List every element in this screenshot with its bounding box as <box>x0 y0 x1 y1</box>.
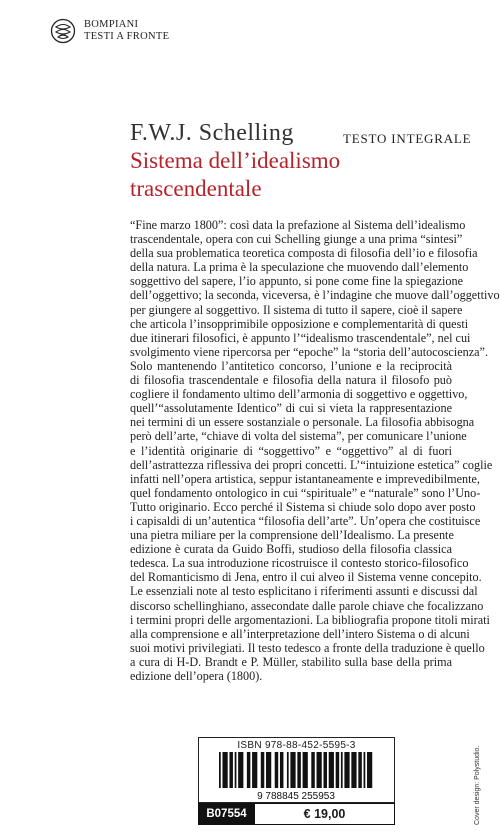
blurb-line: due itinerari filosofici, è appunto l’“idealismo trascendentale”, nel cui <box>130 330 471 345</box>
back-cover-blurb <box>130 218 500 683</box>
barcode-bar <box>275 752 278 788</box>
barcode-bar <box>261 752 264 788</box>
blurb-line: infatti nell’opera artistica, seppur istantaneamente e imprevedibilmente, <box>130 471 480 486</box>
blurb-line: a cura di H-D. Brandt e P. Müller, stabilito sulla base della prima <box>130 654 452 669</box>
product-code: B07554 <box>198 803 255 825</box>
barcode-bar <box>367 752 372 788</box>
barcode <box>207 752 386 800</box>
blurb-line: però dell’arte, “chiave di volta del sistema”, per comunicare l’unione <box>130 429 467 444</box>
blurb-line: svolgimento viene ripercorsa per “epoche” la “storia dell’autocoscienza”. <box>130 344 489 359</box>
barcode-bar <box>247 752 250 788</box>
blurb-line: e l’identità originarie di “soggettivo” e “oggettivo” al di fuori <box>130 443 452 458</box>
blurb-line: una pietra miliare per la comprensione dell’Idealismo. La presente <box>130 528 454 543</box>
barcode-bar <box>290 752 295 788</box>
barcode-bar <box>317 752 322 788</box>
barcode-box <box>198 737 395 803</box>
barcode-bar <box>229 752 232 788</box>
barcode-bar <box>222 752 227 788</box>
barcode-bar <box>235 752 237 788</box>
blurb-line: quel fondamento ontologico in cui “spirituale” e “naturale” sono l’Uno- <box>130 485 481 500</box>
blurb-line: edizione è curata da Guido Boffi, studioso della filosofia classica <box>130 542 452 557</box>
barcode-bar <box>341 752 343 788</box>
barcode-bar <box>329 752 334 788</box>
blurb-line: nei termini di un essere sostanziale o personale. La filosofia abbisogna <box>130 415 475 430</box>
blurb-line: suoi motivi privilegiati. Il testo tedesco a fronte della traduzione è quello <box>130 640 485 655</box>
barcode-bar <box>252 752 257 788</box>
blurb-line: alla comprensione e all’interpretazione dell’intero Sistema o di alcuni <box>130 626 470 641</box>
blurb-line: per giungere al soggettivo. Il sistema di tutto il sapere, cioè il sapere <box>130 302 463 317</box>
barcode-bars <box>219 752 372 788</box>
blurb-line: quell’“assolutamente Identico” di cui si vieta la rappresentazione <box>130 401 452 416</box>
blurb-line: edizione dell’opera (1800). <box>130 669 263 683</box>
barcode-bar <box>311 752 314 788</box>
blurb-line: Solo mantenendo l’antitetico concorso, l’unione e la reciprocità <box>130 358 452 373</box>
price-row <box>198 803 395 825</box>
blurb-line: dell’astrattezza riflessiva dei propri concetti. L’“intuizione estetica” coglie <box>130 457 493 472</box>
publisher-text <box>84 19 169 43</box>
blurb-line: trascendentale, opera con cui Schelling giunge a una prima “sintesi” <box>130 232 463 247</box>
barcode-bar <box>219 752 221 788</box>
publisher-series: TESTI A FRONTE <box>84 31 170 42</box>
author-name: F.W.J. Schelling <box>130 120 294 146</box>
barcode-bar <box>344 752 349 788</box>
blurb-line: della sua problematica teoretica composta di filosofia dell’io e filosofia <box>130 246 478 261</box>
barcode-bar <box>336 752 339 788</box>
blurb-line: soggettivo del sapere, l’io appunto, si pone come fine la spiegazione <box>130 274 464 289</box>
blurb-line: discorso schellinghiano, assecondate dalle parole chiave che focalizzano <box>130 598 484 613</box>
blurb-line: dell’oggettivo; la seconda, viceversa, è l’indagine che muove dall’oggettivo <box>130 288 500 303</box>
blurb-line: del Romanticismo di Jena, entro il cui alveo il Sistema venne concepito. <box>130 570 482 585</box>
barcode-bar <box>280 752 283 788</box>
barcode-bar <box>266 752 271 788</box>
publisher-name: BOMPIANI <box>84 19 139 30</box>
barcode-digits: 9 788845 255953 <box>257 791 335 800</box>
book-title-line: trascendentale <box>130 176 262 201</box>
blurb-line: i capisaldi di un’autentica “filosofia dell’arte”. Un’opera che costituisce <box>130 513 481 528</box>
barcode-bar <box>303 752 308 788</box>
barcode-bar <box>238 752 243 788</box>
book-title-line: Sistema dell’idealismo <box>130 148 341 173</box>
edition-label: TESTO INTEGRALE <box>343 131 472 146</box>
blurb-line: “Fine marzo 1800”: così data la prefazione al Sistema dell’idealismo <box>130 218 466 232</box>
barcode-bar <box>351 752 356 788</box>
publisher-block <box>50 18 169 44</box>
blurb-line: di filosofia trascendentale e filosofia della natura il filosofo può <box>130 373 452 388</box>
blurb-line: i termini propri delle argomentazioni. La bibliografia propone titoli mirati <box>130 612 490 627</box>
barcode-bar <box>364 752 366 788</box>
isbn-label: ISBN 978-88-452-5595-3 <box>237 740 356 751</box>
book-title <box>130 147 460 203</box>
blurb-line: della natura. La prima è la speculazione che muovendo dall’elemento <box>130 260 469 275</box>
barcode-bar <box>287 752 289 788</box>
blurb-line: Tutto originario. Ecco perché il Sistema si chiude solo dopo aver posto <box>130 499 476 514</box>
barcode-bar <box>297 752 300 788</box>
blurb-line: tedesca. La sua introduzione ricostruisce il contesto storico-filosofico <box>130 556 469 571</box>
price: € 19,00 <box>255 803 395 825</box>
barcode-bar <box>323 752 326 788</box>
blurb-line: cogliere il fondamento ultimo dell’armonia di soggettivo e oggettivo, <box>130 387 468 402</box>
bompiani-logo-icon <box>50 18 76 44</box>
barcode-bar <box>358 752 361 788</box>
cover-design-credit: Cover design: Polystudio. <box>474 745 481 825</box>
blurb-line: Le essenziali note al testo esplicitano i riferimenti assunti e discussi dal <box>130 584 478 599</box>
blurb-line: che articola l’insopprimibile opposizione e complementarità di questi <box>130 316 469 331</box>
